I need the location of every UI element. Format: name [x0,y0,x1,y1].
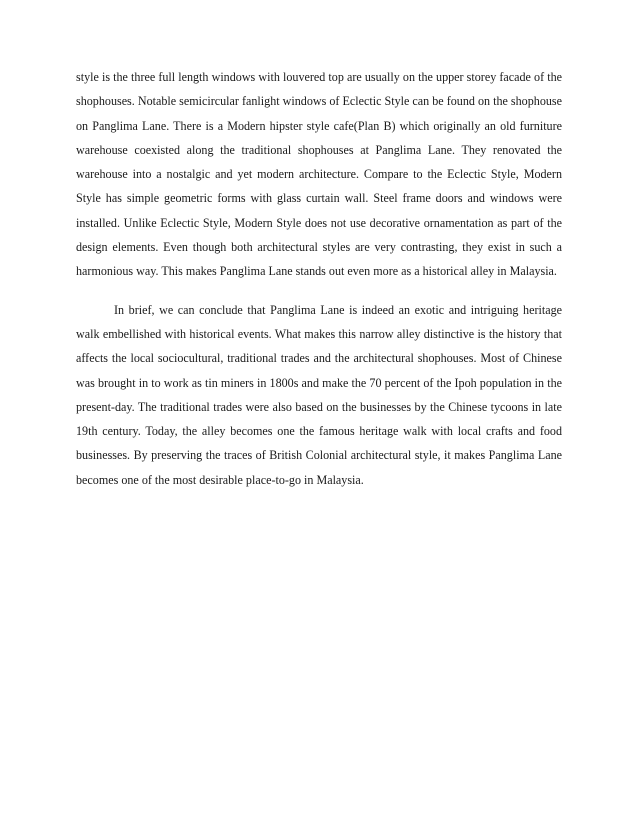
body-text [76,65,562,492]
paragraph-architecture: style is the three full length windows with louvered top are usually on the upper storey facade of the shophouses. Notable semicircular fanlight windows of Eclectic Style can be found on the shophouse on Panglima Lane. There is a Modern hipster style cafe(Plan B) which originally an old furniture warehouse coexisted along the traditional shophouses at Panglima Lane. They renovated the warehouse into a nostalgic and yet modern architecture. Compare to the Eclectic Style, Modern Style has simple geometric forms with glass curtain wall. Steel frame doors and windows were installed. Unlike Eclectic Style, Modern Style does not use decorative ornamentation as part of the design elements. Even though both architectural styles are very contrasting, they exist in such a harmonious way. This makes Panglima Lane stands out even more as a historical alley in Malaysia. [76,70,562,279]
paragraph-conclusion: In brief, we can conclude that Panglima Lane is indeed an exotic and intriguing heritage walk embellished with historical events. What makes this narrow alley distinctive is the history that affects the local sociocultural, traditional trades and the architectural shophouses. Most of Chinese was brought in to work as tin miners in 1800s and make the 70 percent of the Ipoh population in the present-day. The traditional trades were also based on the businesses by the Chinese tycoons in late 19th century. Today, the alley becomes one the famous heritage walk with local crafts and food businesses. By preserving the traces of British Colonial architectural style, it makes Panglima Lane becomes one of the most desirable place-to-go in Malaysia. [76,302,562,487]
